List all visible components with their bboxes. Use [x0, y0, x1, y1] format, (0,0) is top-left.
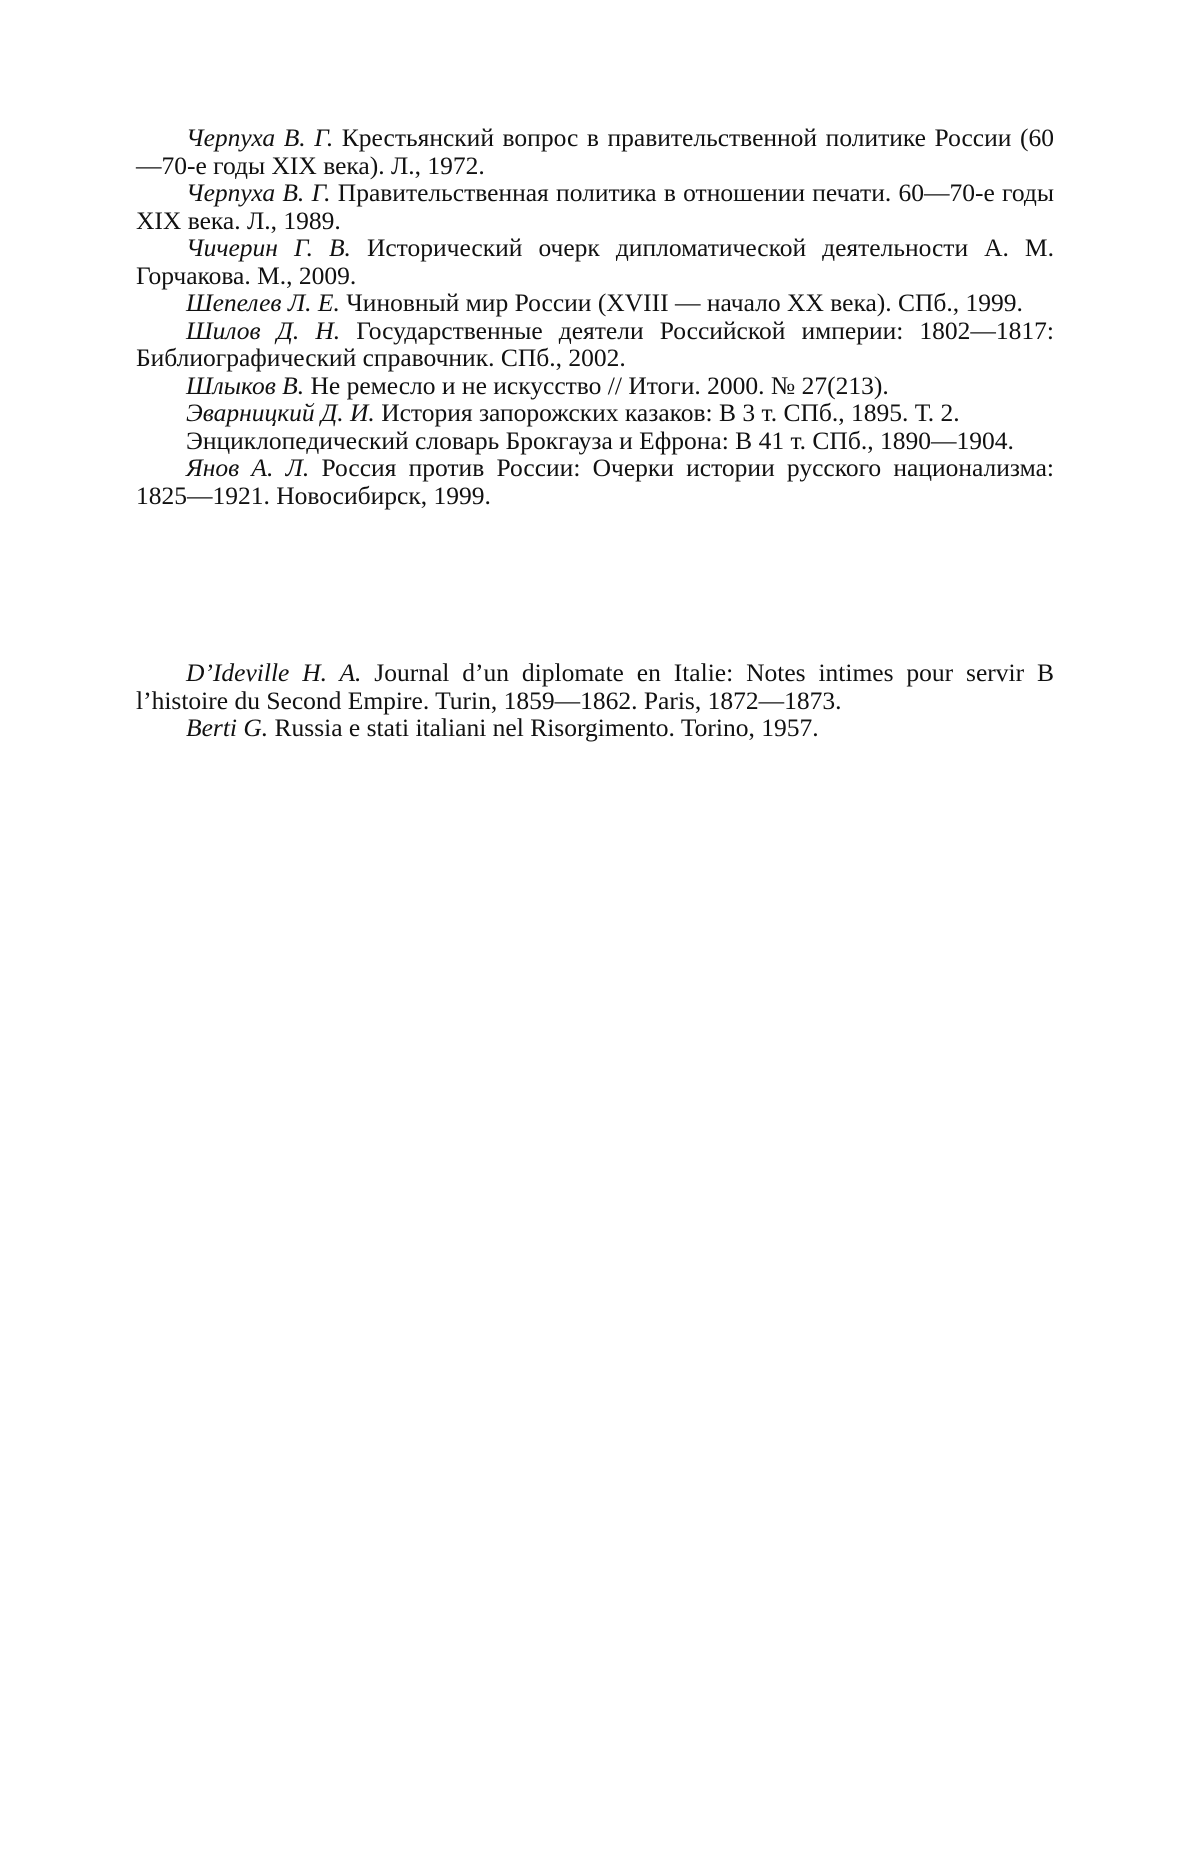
bibliography-entry	[136, 124, 1054, 179]
bibliography-entry	[136, 454, 1054, 509]
entry-author: Шилов Д. Н.	[186, 315, 341, 345]
bibliography-entry	[136, 234, 1054, 289]
entry-text: Россия против России: Очерки истории русского национализма: 1825—1921. Новосибирск, 1999.	[136, 453, 1054, 510]
entry-author: D’Ideville H. A.	[186, 658, 362, 687]
bibliography-entry	[136, 317, 1054, 372]
entry-text: Russia e stati italiani nel Risorgimento. Torino, 1957.	[268, 713, 819, 742]
entry-author: Эварницкий Д. И.	[186, 398, 375, 427]
entry-author: Чичерин Г. В.	[186, 233, 351, 262]
entry-text: История запорожских казаков: В 3 т. СПб., 1895. Т. 2.	[374, 398, 960, 427]
entry-text: Чиновный мир России (XVIII — начало XX века). СПб., 1999.	[339, 288, 1023, 317]
bibliography-entry	[136, 714, 1054, 742]
entry-text: Крестьянский вопрос в правительственной политике России (60—70-е годы XIX века). Л., 1972.	[136, 123, 1054, 180]
entry-text: Энциклопедический словарь Брокгауза и Ефрона: В 41 т. СПб., 1890—1904.	[186, 425, 1014, 455]
entry-author: Шлыков В.	[186, 370, 305, 400]
entry-author: Янов А. Л.	[186, 453, 310, 482]
bibliography-foreign-section	[136, 659, 1054, 742]
bibliography-entry	[136, 289, 1054, 317]
entry-author: Berti G.	[186, 713, 269, 742]
bibliography-entry	[136, 179, 1054, 234]
bibliography-entry	[136, 427, 1054, 455]
entry-text: Journal d’un diplomate en Italie: Notes intimes pour servir В l’histoire du Second Empire. Turin, 1859—1862. Paris, 1872—1873.	[136, 658, 1055, 715]
entry-author: Черпуха В. Г.	[186, 178, 331, 207]
entry-text: Исторический очерк дипломатической деятельности А. М. Горчакова. М., 2009.	[136, 233, 1054, 290]
entry-text: Не ремесло и не искусство // Итоги. 2000. № 27(213).	[304, 370, 889, 400]
bibliography-entry	[136, 659, 1054, 714]
entry-text: Государственные деятели Российской империи: 1802—1817: Библиографический справочник. СПб., 2002.	[136, 315, 1054, 372]
entry-text: Правительственная политика в отношении печати. 60—70-е годы XIX века. Л., 1989.	[136, 178, 1054, 235]
entry-author: Черпуха В. Г.	[186, 123, 334, 152]
bibliography-russian-section	[136, 124, 1054, 509]
bibliography-entry	[136, 399, 1054, 427]
entry-author: Шепелев Л. Е.	[186, 288, 340, 317]
bibliography-entry	[136, 372, 1054, 400]
